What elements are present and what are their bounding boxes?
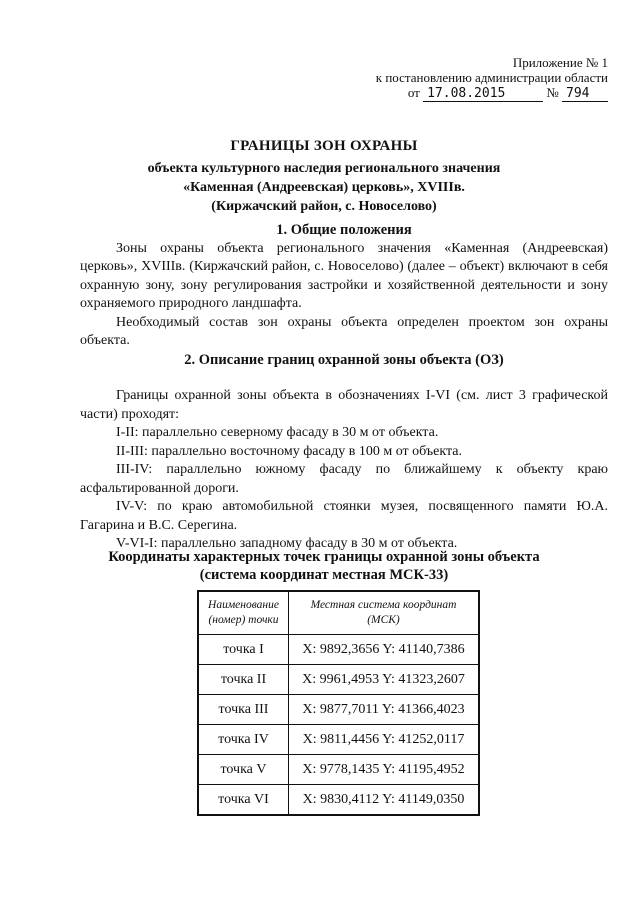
point-coordinates: X: 9830,4112 Y: 41149,0350 — [289, 785, 480, 816]
point-coordinates: X: 9877,7011 Y: 41366,4023 — [289, 695, 480, 725]
title-main: ГРАНИЦЫ ЗОН ОХРАНЫ — [230, 138, 418, 154]
coordinates-table — [197, 590, 480, 816]
point-name: точка IV — [198, 725, 289, 755]
document-body — [80, 221, 608, 554]
coordinates-title — [40, 548, 608, 584]
document-title — [40, 137, 608, 216]
coordinates-title-line-2: (система координат местная МСК-33) — [199, 567, 449, 583]
annex-line-1: Приложение № 1 — [512, 55, 608, 70]
boundary-item: III-IV: параллельно южному фасаду по ближайшему к объекту краю асфальтированной дороги. — [80, 462, 608, 496]
coordinates-title-line-1: Координаты характерных точек границы охранной зоны объекта — [108, 549, 540, 565]
header-coordinate-system: Местная система координат (МСК) — [289, 591, 480, 635]
title-line-4: (Киржачский район, с. Новоселово) — [211, 199, 437, 214]
point-coordinates: X: 9811,4456 Y: 41252,0117 — [289, 725, 480, 755]
point-name: точка VI — [198, 785, 289, 816]
annex-header — [376, 55, 608, 102]
annex-line-2: к постановлению администрации области — [375, 70, 608, 85]
table-row — [198, 635, 479, 665]
point-name: точка II — [198, 665, 289, 695]
from-label: от — [407, 85, 420, 100]
point-name: точка III — [198, 695, 289, 725]
point-coordinates: X: 9892,3656 Y: 41140,7386 — [289, 635, 480, 665]
table-header-row — [198, 591, 479, 635]
point-coordinates: X: 9961,4953 Y: 41323,2607 — [289, 665, 480, 695]
boundary-item: IV-V: по краю автомобильной стоянки музея, посвященного памяти Ю.А. Гагарина и В.С. Серегина. — [80, 499, 608, 533]
section-1-heading: 1. Общие положения — [276, 222, 412, 238]
boundary-item: I-II: параллельно северному фасаду в 30 м от объекта. — [116, 425, 439, 440]
annex-date-line — [376, 85, 608, 102]
section-1-para-1: Зоны охраны объекта регионального значения «Каменная (Андреевская) церковь», XVIIIв. (Киржачский район, с. Новоселово) (далее – объект) включают в себя охранную зону, зону регулирования застройки и хозяйственной деятельности и зону охраняемого природного ландшафта. — [80, 240, 608, 311]
header-point-name: Наименование (номер) точки — [198, 591, 289, 635]
table-row — [198, 785, 479, 816]
section-2-heading: 2. Описание границ охранной зоны объекта (ОЗ) — [184, 351, 504, 368]
point-name: точка I — [198, 635, 289, 665]
annex-number: 794 — [562, 86, 608, 102]
boundary-item: II-III: параллельно восточному фасаду в 100 м от объекта. — [116, 443, 462, 459]
boundary-item: V-VI-I: параллельно западному фасаду в 30 м от объекта. — [116, 536, 458, 551]
section-2-para-1: Границы охранной зоны объекта в обозначениях I-VI (см. лист 3 графической части) проходят: — [80, 388, 608, 422]
title-line-3: «Каменная (Андреевская) церковь», XVIIIв. — [183, 180, 465, 195]
point-name: точка V — [198, 755, 289, 785]
table-row — [198, 695, 479, 725]
section-1-para-2: Необходимый состав зон охраны объекта определен проектом зон охраны объекта. — [80, 314, 608, 348]
table-row — [198, 665, 479, 695]
number-label: № — [546, 85, 559, 100]
table-row — [198, 725, 479, 755]
table-row — [198, 755, 479, 785]
title-line-2: объекта культурного наследия регионального значения — [147, 161, 501, 176]
point-coordinates: X: 9778,1435 Y: 41195,4952 — [289, 755, 480, 785]
annex-date: 17.08.2015 — [423, 86, 543, 102]
